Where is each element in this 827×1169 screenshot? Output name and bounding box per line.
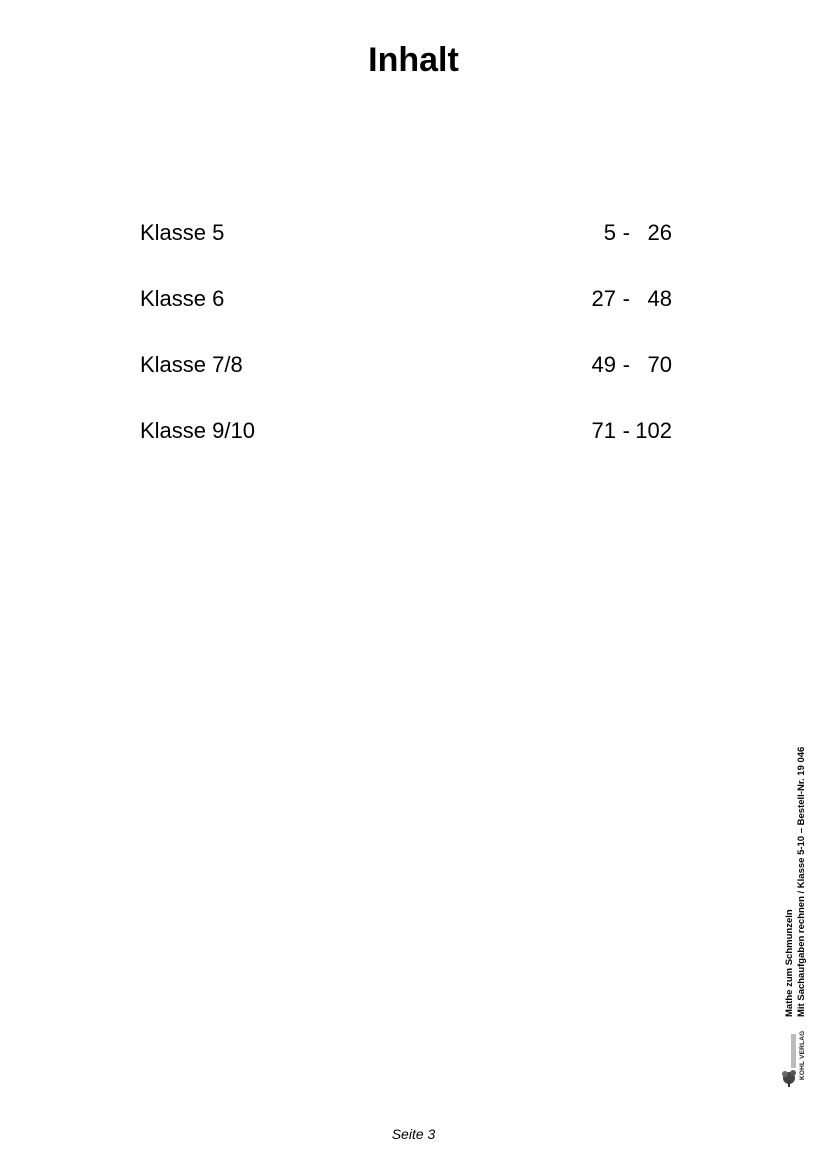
publisher-logo-text: KOHL VERLAG: [799, 1030, 806, 1080]
page-number: Seite 3: [391, 1126, 436, 1142]
table-of-contents: [140, 216, 672, 480]
toc-page-separator: -: [622, 286, 630, 311]
toc-page-range: [552, 348, 672, 382]
side-imprint: [780, 725, 820, 1025]
publisher-logo-icon: [781, 1028, 801, 1088]
toc-page-range: [552, 216, 672, 250]
toc-row: [140, 348, 672, 414]
toc-page-to: 48: [647, 286, 672, 311]
toc-page-to: 70: [647, 352, 672, 377]
side-imprint-series: Mathe zum Schmunzeln: [784, 909, 795, 1017]
toc-label: Klasse 7/8: [140, 352, 243, 377]
page-title: Inhalt: [368, 41, 459, 79]
toc-page-range: [552, 414, 672, 448]
toc-page-separator: -: [622, 418, 630, 443]
toc-label: Klasse 5: [140, 220, 225, 245]
toc-page-from: 5: [603, 220, 616, 245]
toc-page-to: 26: [647, 220, 672, 245]
toc-page-separator: -: [622, 352, 630, 377]
toc-label: Klasse 6: [140, 286, 225, 311]
publisher-logo: [781, 1028, 811, 1088]
toc-label: Klasse 9/10: [140, 418, 255, 443]
toc-page-from: 71: [591, 418, 616, 443]
toc-page-from: 49: [591, 352, 616, 377]
toc-page-to: 102: [635, 418, 672, 443]
side-imprint-details: Mit Sachaufgaben rechnen / Klasse 5-10 – Bestell-Nr. 19 046: [796, 746, 807, 1017]
toc-row: [140, 414, 672, 480]
toc-page-separator: -: [622, 220, 630, 245]
toc-page-range: [552, 282, 672, 316]
toc-row: [140, 216, 672, 282]
toc-row: [140, 282, 672, 348]
toc-page-from: 27: [591, 286, 616, 311]
